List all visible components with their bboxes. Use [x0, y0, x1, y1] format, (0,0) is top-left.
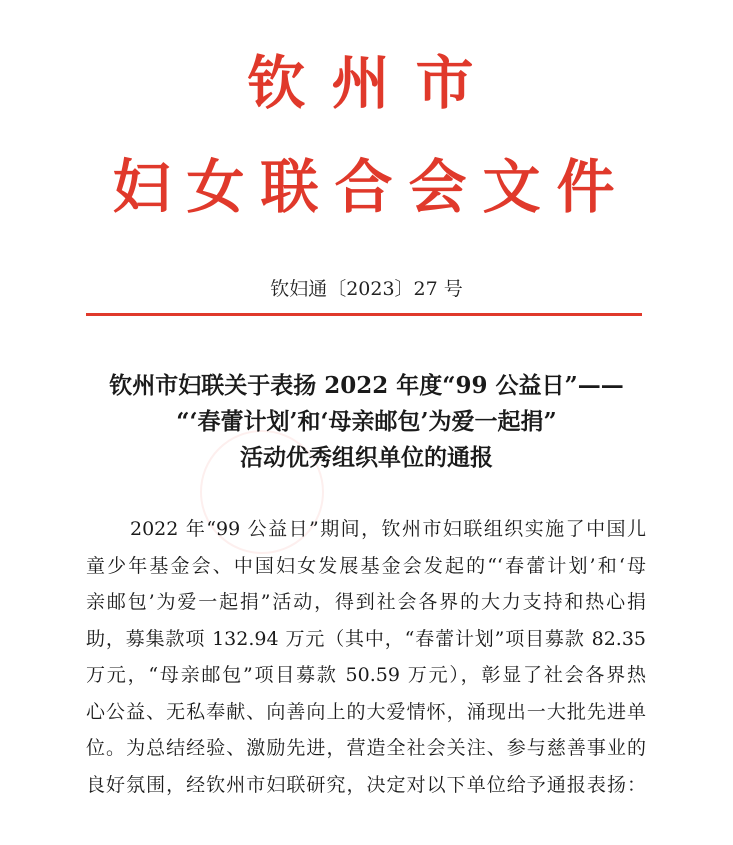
title-line-3: 活动优秀组织单位的通报: [240, 444, 493, 471]
body-line-1: 2022 年“99 公益日”期间，钦州市妇联组织实施了中国儿: [130, 518, 646, 540]
red-separator-line: [86, 313, 642, 316]
title-line-1: 钦州市妇联关于表扬 2022 年度“99 公益日”——: [109, 372, 624, 399]
body-line-4: 助，募集款项 132.94 万元（其中，“春蕾计划”项目募款 82.35: [86, 627, 646, 650]
issuer-name-line1: 钦州市: [247, 49, 500, 117]
document-title: [40, 368, 693, 476]
title-line-2: “‘春蕾计划’和‘母亲邮包’为爱一起捐”: [176, 408, 557, 435]
body-line-2: 童少年基金会、中国妇女发展基金会发起的“‘春蕾计划’和‘母: [86, 554, 646, 577]
body-line-5: 万元，“母亲邮包”项目募款 50.59 万元），彰显了社会各界热: [86, 664, 646, 686]
body-line-8: 良好氛围，经钦州市妇联研究，决定对以下单位给予通报表扬：: [86, 773, 646, 796]
body-line-6: 心公益、无私奉献、向善向上的大爱情怀，涌现出一大批先进单: [86, 700, 646, 723]
body-paragraph: [86, 511, 646, 803]
issuer-name-line2: 妇女联合会文件: [112, 153, 631, 221]
document-number: 钦妇通〔2023〕27 号: [270, 278, 463, 300]
body-line-3: 亲邮包’为爱一起捐”活动，得到社会各界的大力支持和热心捐: [86, 591, 646, 613]
body-line-7: 位。为总结经验、激励先进，营造全社会关注、参与慈善事业的: [86, 737, 646, 759]
